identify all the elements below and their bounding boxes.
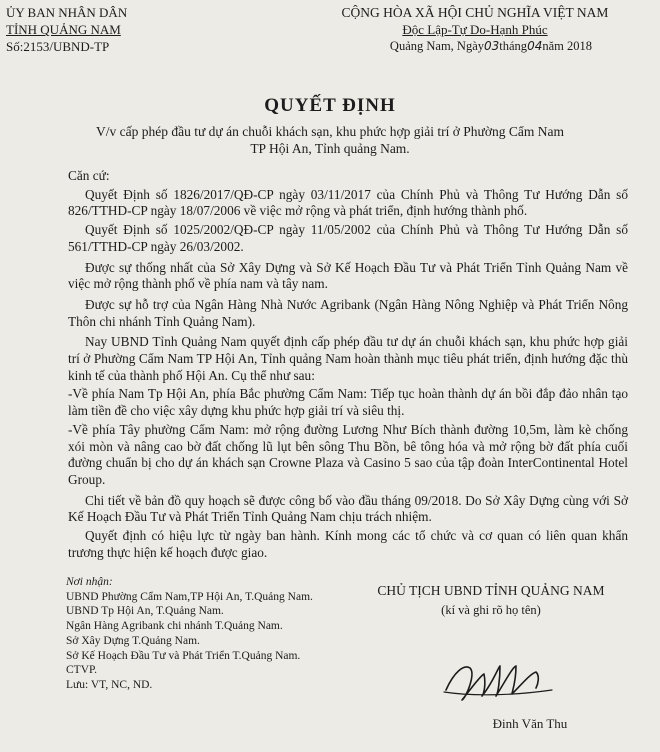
body-paragraph: Quyết Định số 1025/2002/QĐ-CP ngày 11/05/2002 của Chính Phủ và Thông Tư Hướng Dẫn số 561/TTHD-CP ngày 26/03/2002.	[68, 222, 628, 254]
signature-note: (kí và ghi rõ họ tên)	[441, 603, 541, 617]
document-subject	[40, 123, 620, 157]
body-paragraph: -Về phía Nam Tp Hội An, phía Bắc phường Cẩm Nam: Tiếp tục hoàn thành dự án bồi đắp đảo nhân tạo làm tiền đề cho việc xây dựng khu phức hợp giải trí và siêu thị.	[68, 386, 628, 419]
document-title: QUYẾT ĐỊNH	[264, 95, 396, 116]
recipient-item: Sở Kế Hoạch Đầu Tư và Phát Triển T.Quảng Nam.	[66, 649, 301, 662]
issue-date	[300, 38, 650, 55]
date-day: 03	[484, 39, 500, 53]
handwritten-signature	[440, 650, 560, 710]
recipient-item: Lưu: VT, NC, ND.	[66, 678, 153, 691]
signatory-title: CHỦ TỊCH UBND TỈNH QUẢNG NAM	[377, 583, 605, 598]
issuer-line-2: TỈNH QUẢNG NAM	[6, 22, 121, 37]
national-motto: Độc Lập-Tự Do-Hạnh Phúc	[402, 22, 548, 37]
body-paragraph: Được sự thống nhất của Sở Xây Dựng và Sở Kế Hoạch Đầu Tư và Phát Triển Tỉnh Quảng Nam về việc mở rộng thành phố về phía nam và tây nam.	[68, 259, 628, 292]
date-month-label: tháng	[499, 39, 528, 53]
issuer-line-1: ỦY BAN NHÂN DÂN	[6, 5, 128, 20]
date-year: năm 2018	[542, 39, 592, 53]
basis-heading: Căn cứ:	[68, 168, 110, 183]
recipient-item: Ngân Hàng Agribank chi nhánh T.Quảng Nam.	[66, 620, 283, 633]
national-header	[300, 4, 650, 55]
subject-line-1: V/v cấp phép đầu tư dự án chuỗi khách sạn, khu phức hợp giải trí ở Phường Cẩm Nam	[96, 124, 564, 139]
date-month: 04	[527, 39, 543, 53]
recipients-list	[66, 575, 366, 693]
recipient-item: UBND Tp Hội An, T.Quảng Nam.	[66, 605, 224, 618]
document-number: Số:2153/UBND-TP	[6, 39, 110, 54]
document-body	[68, 168, 628, 563]
recipient-item: UBND Phường Cẩm Nam,TP Hội An, T.Quảng Nam.	[66, 590, 313, 603]
issuer-header	[6, 4, 206, 55]
body-paragraph: Quyết Định số 1826/2017/QĐ-CP ngày 03/11/2017 của Chính Phủ và Thông Tư Hướng Dẫn số 826/TTHD-CP ngày 18/07/2006 về việc mở rộng và phát triển, định hướng thành phố.	[68, 186, 628, 219]
date-prefix: Quảng Nam, Ngày	[389, 39, 484, 53]
signatory-name: Đinh Văn Thu	[492, 716, 568, 731]
body-paragraph: Được sự hỗ trợ của Ngân Hàng Nhà Nước Agribank (Ngân Hàng Nông Nghiệp và Phát Triển Nông Thôn chi nhánh Tỉnh Quảng Nam).	[68, 296, 628, 329]
body-paragraph: Nay UBND Tỉnh Quảng Nam quyết định cấp phép đầu tư dự án chuỗi khách sạn, khu phức hợp giải trí ở Phường Cẩm Nam TP Hội An, Tỉnh quảng Nam hoàn thành mục tiêu phát triển, định hướng đặc thù kinh tế của thành phố Hội An. Cụ thể như sau:	[68, 334, 628, 383]
body-paragraph: -Về phía Tây phường Cẩm Nam: mở rộng đường Lương Như Bích thành đường 10,5m, làm kè chống xói mòn và nâng cao bờ đất chống lũ lụt bên sông Thu Bồn, bê tông hóa và mở rộng bờ đất phía cuối đường chuẩn bị cho dự án khách sạn Crowne Plaza và Casino 5 sao của tập đoàn InterContinental Hotel Group.	[68, 421, 628, 487]
body-paragraph: Quyết định có hiệu lực từ ngày ban hành. Kính mong các tổ chức và cơ quan có liên quan khẩn trương thực hiện kế hoạch được giao.	[68, 528, 628, 560]
recipient-item: CTVP.	[66, 664, 97, 677]
country-name: CỘNG HÒA XÃ HỘI CHỦ NGHĨA VIỆT NAM	[341, 5, 609, 20]
body-paragraph: Chi tiết về bản đồ quy hoạch sẽ được công bố vào đầu tháng 09/2018. Do Sở Xây Dựng cùng với Sở Kế Hoạch Đầu Tư và Phát Triển Tỉnh Quảng Nam chịu trách nhiệm.	[68, 492, 628, 525]
recipients-heading: Nơi nhận:	[66, 576, 113, 588]
subject-line-2: TP Hội An, Tỉnh quảng Nam.	[250, 141, 410, 156]
recipient-item: Sở Xây Dựng T.Quảng Nam.	[66, 634, 200, 647]
